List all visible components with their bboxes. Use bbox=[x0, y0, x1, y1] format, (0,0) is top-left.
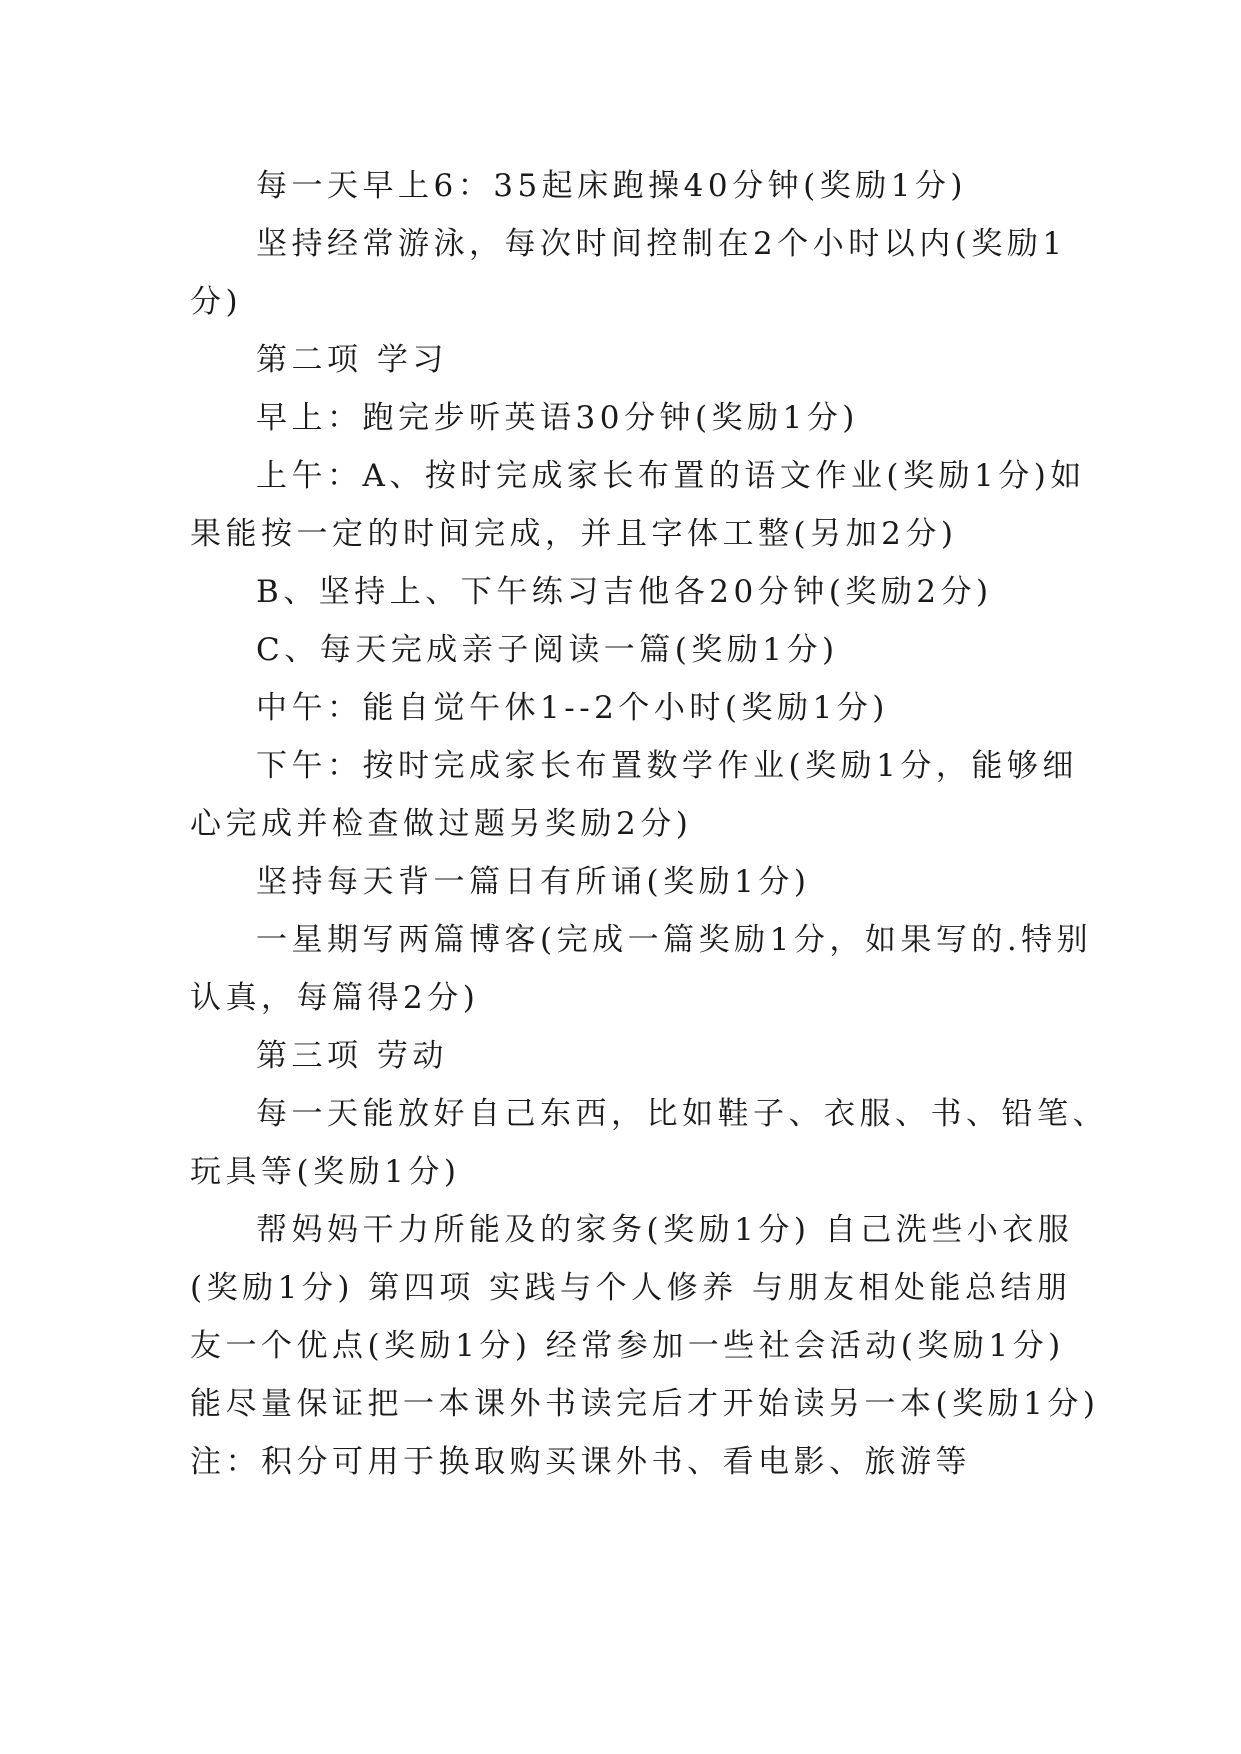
paragraph-line: 一星期写两篇博客(完成一篇奖励1分，如果写的.特别 bbox=[256, 922, 1093, 958]
paragraph-line: 每一天早上6：35起床跑操40分钟(奖励1分) bbox=[256, 168, 968, 204]
paragraph-line: C、每天完成亲子阅读一篇(奖励1分) bbox=[256, 632, 839, 668]
section-heading: 第三项 劳动 bbox=[256, 1038, 448, 1074]
paragraph-line: B、坚持上、下午练习吉他各20分钟(奖励2分) bbox=[256, 574, 993, 610]
paragraph-line: 中午：能自觉午休1--2个小时(奖励1分) bbox=[256, 690, 889, 726]
paragraph-line: 坚持经常游泳，每次时间控制在2个小时以内(奖励1 bbox=[256, 226, 1067, 262]
paragraph-line: 认真，每篇得2分) bbox=[190, 980, 480, 1016]
paragraph-line: 每一天能放好自己东西，比如鞋子、衣服、书、铅笔、 bbox=[256, 1096, 1108, 1132]
paragraph-line: 友一个优点(奖励1分) 经常参加一些社会活动(奖励1分) bbox=[190, 1328, 1065, 1364]
paragraph-line: 能尽量保证把一本课外书读完后才开始读另一本(奖励1分) bbox=[190, 1386, 1100, 1422]
paragraph-line: 坚持每天背一篇日有所诵(奖励1分) bbox=[256, 864, 811, 900]
paragraph-line: 帮妈妈干力所能及的家务(奖励1分) 自己洗些小衣服 bbox=[256, 1212, 1074, 1248]
paragraph-line: 下午：按时完成家长布置数学作业(奖励1分，能够细 bbox=[256, 748, 1078, 784]
paragraph-line: 心完成并检查做过题另奖励2分) bbox=[190, 806, 693, 842]
section-heading: 第二项 学习 bbox=[256, 342, 448, 378]
paragraph-line: 上午：A、按时完成家长布置的语文作业(奖励1分)如 bbox=[256, 458, 1086, 494]
paragraph-line: 玩具等(奖励1分) bbox=[190, 1154, 461, 1190]
paragraph-line: 果能按一定的时间完成，并且字体工整(另加2分) bbox=[190, 516, 958, 552]
paragraph-line: 早上：跑完步听英语30分钟(奖励1分) bbox=[256, 400, 859, 436]
paragraph-line: (奖励1分) 第四项 实践与个人修养 与朋友相处能总结朋 bbox=[190, 1270, 1072, 1306]
paragraph-line: 分) bbox=[190, 284, 243, 320]
paragraph-line: 注：积分可用于换取购买课外书、看电影、旅游等 bbox=[190, 1444, 971, 1480]
